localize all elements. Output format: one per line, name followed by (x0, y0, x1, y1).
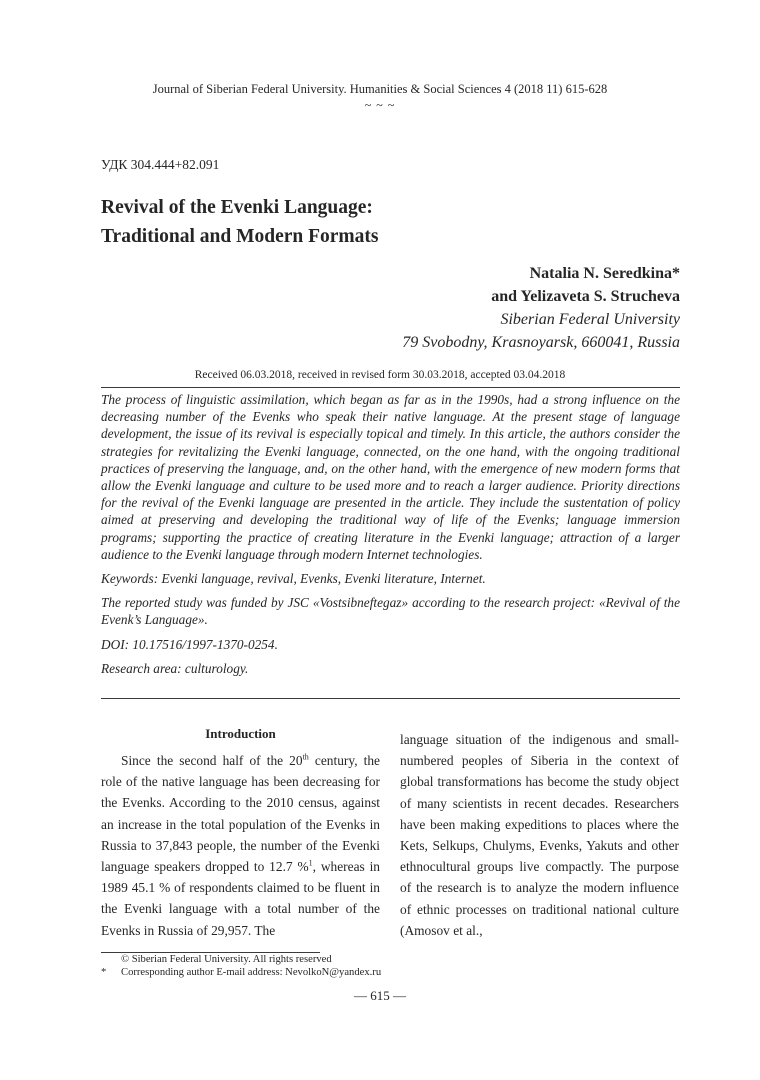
research-area: Research area: culturology. (101, 660, 249, 676)
footnote-ref: 1 (308, 858, 313, 868)
body-column-left (101, 750, 380, 941)
footnote-rule (101, 952, 320, 953)
udk-code: УДК 304.444+82.091 (101, 157, 220, 172)
article-title (101, 193, 379, 251)
author-block (402, 262, 680, 354)
text-run: century, the role of the native language has been decreasing for the Evenks. According to the 2010 census, against an increase in the total population of the Evenks in Russia to 37,843 people, the number of the Evenki language speakers dropped to 12.7 % (101, 753, 380, 875)
section-heading-introduction: Introduction (205, 726, 276, 741)
text-run: , whereas in 1989 45.1 % of respondents claimed to be fluent in the Evenki language with a total number of the Evenks in Russia of 29,957. The (101, 859, 380, 938)
title-line-1: Revival of the Evenki Language: (101, 197, 373, 218)
doi: DOI: 10.17516/1997-1370-0254. (101, 636, 278, 652)
keywords: Keywords: Evenki language, revival, Evenks, Evenki literature, Internet. (101, 571, 486, 587)
right-paragraph: language situation of the indigenous and small-numbered peoples of Siberia in the context of global transformations has become the study object of many scientists in recent decades. Researchers have been making expeditions to places where the Kets, Selkups, Chulyms, Evenks, Yakuts and other ethnocultural groups live compactly. The purpose of the research is to analyze the modern influence of ethnic processes on traditional national culture (Amosov et al., (400, 732, 679, 938)
abstract-text: The process of linguistic assimilation, which began as far as in the 1990s, had a strong influence on the decreasing number of the Evenks who speak their native language. At the present stage of language development, the issue of its revival is especially topical and timely. In this article, the authors consider the strategies for revitalizing the Evenki language, connected, on the one hand, with the ongoing traditional practices of preserving the language, and, on the other hand, with the emergence of new modern forms that allow the Evenki language and culture to be used more and to reach a larger audience. Priority directions for the revival of the Evenki language are presented in the article. They include the sustentation of policy aimed at preserving and developing the traditional way of life of the Evenks; language immersion programs; supporting the practice of creating literature in the Evenki language; attraction of a larger audience to the Evenki language through modern Internet technologies. (101, 392, 680, 562)
affiliation: Siberian Federal University (500, 311, 680, 328)
abstract-top-rule (101, 387, 680, 388)
title-line-2: Traditional and Modern Formats (101, 226, 379, 247)
funding-note: The reported study was funded by JSC «Vostsibneftegaz» according to the research project: «Revival of the Evenk’s Language». (101, 595, 680, 628)
abstract-block (101, 391, 680, 677)
page-number: — 615 — (354, 988, 406, 1003)
footnote-mark: * (101, 967, 107, 978)
header-ornament: ~ ~ ~ (364, 98, 396, 112)
received-dates: Received 06.03.2018, received in revised form 30.03.2018, accepted 03.04.2018 (194, 369, 566, 381)
journal-header: Journal of Siberian Federal University. Humanities & Social Sciences 4 (2018 11) 615-628 (152, 82, 608, 96)
body-column-right (400, 729, 679, 941)
copyright-footnote: © Siberian Federal University. All rights reserved (121, 954, 332, 965)
author-2: and Yelizaveta S. Strucheva (491, 288, 680, 305)
corresponding-text: Corresponding author E-mail address: NevolkoN@yandex.ru (121, 967, 382, 978)
corresponding-footnote (101, 967, 381, 978)
superscript: th (302, 752, 309, 762)
text-run: Since the second half of the 20 (121, 753, 303, 768)
abstract-bottom-rule (101, 698, 680, 699)
address: 79 Svobodny, Krasnoyarsk, 660041, Russia (402, 334, 680, 351)
author-1: Natalia N. Seredkina* (529, 265, 680, 282)
intro-paragraph (101, 750, 380, 941)
